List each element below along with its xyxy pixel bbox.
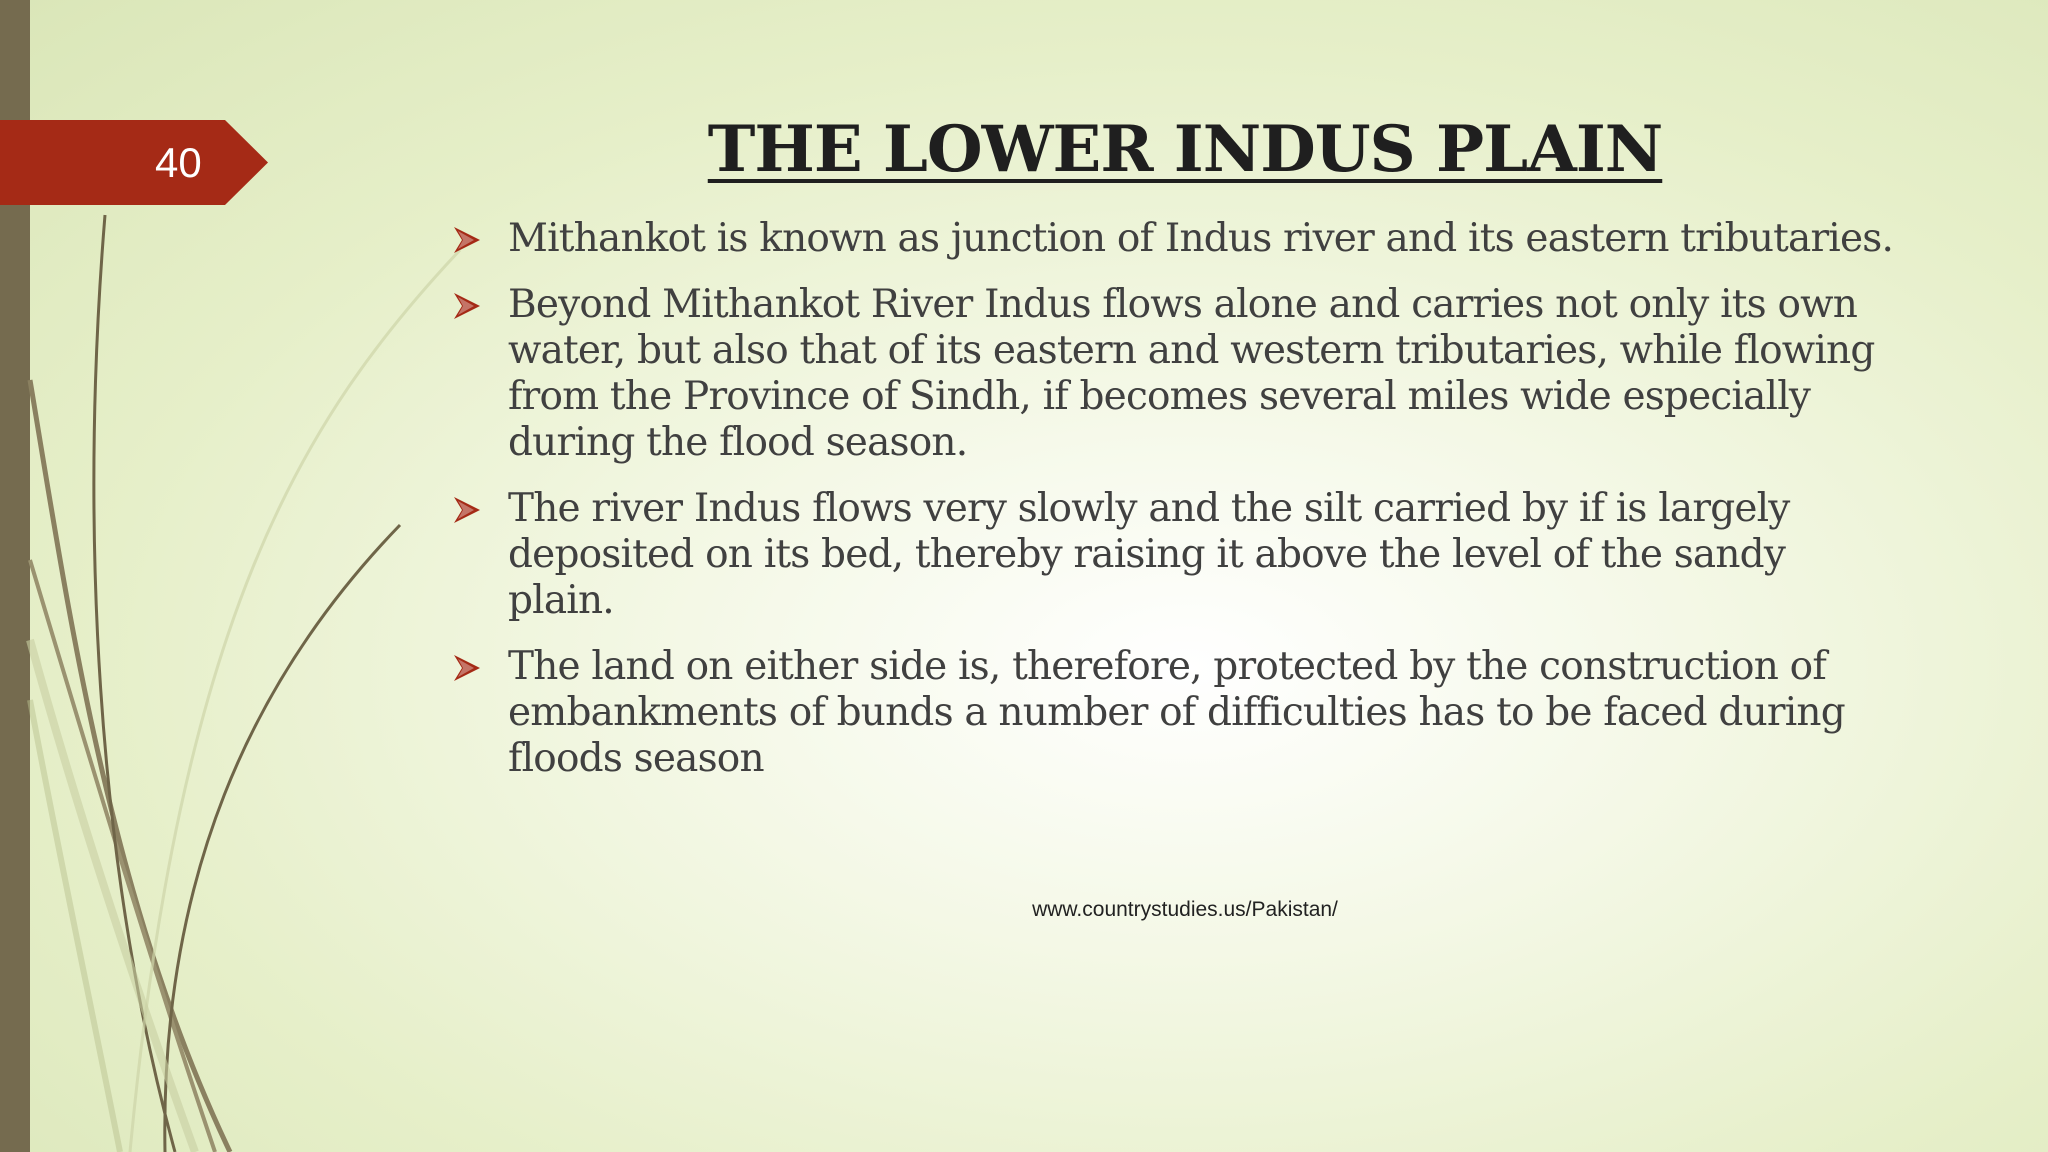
- bullet-item: [452, 216, 1902, 262]
- arrowhead-bullet-icon: [452, 495, 482, 525]
- source-citation: www.countrystudies.us/Pakistan/: [1032, 898, 1338, 921]
- arrowhead-bullet-icon: [452, 291, 482, 321]
- arrowhead-bullet-icon: [452, 225, 482, 255]
- bullet-text: Beyond Mithankot River Indus flows alone and carries not only its own water, but also that of its eastern and western tributaries, while flowing from the Province of Sindh, if becomes several miles wide especially during the flood season.: [508, 282, 1875, 465]
- arrowhead-bullet-icon: [452, 653, 482, 683]
- slide-number: 40: [155, 139, 202, 186]
- bullet-text: The river Indus flows very slowly and the silt carried by if is largely deposited on its bed, thereby raising it above the level of the sandy plain.: [508, 486, 1790, 623]
- bullet-text: Mithankot is known as junction of Indus river and its eastern tributaries.: [508, 216, 1894, 261]
- bullet-item: [452, 486, 1902, 624]
- bullet-item: [452, 282, 1902, 466]
- bullet-list: [452, 216, 1902, 802]
- bullet-text: The land on either side is, therefore, protected by the construction of embankments of bunds a number of difficulties has to be faced during floods season: [508, 644, 1845, 781]
- slide-title: THE LOWER INDUS PLAIN: [707, 112, 1663, 187]
- bullet-item: [452, 644, 1902, 782]
